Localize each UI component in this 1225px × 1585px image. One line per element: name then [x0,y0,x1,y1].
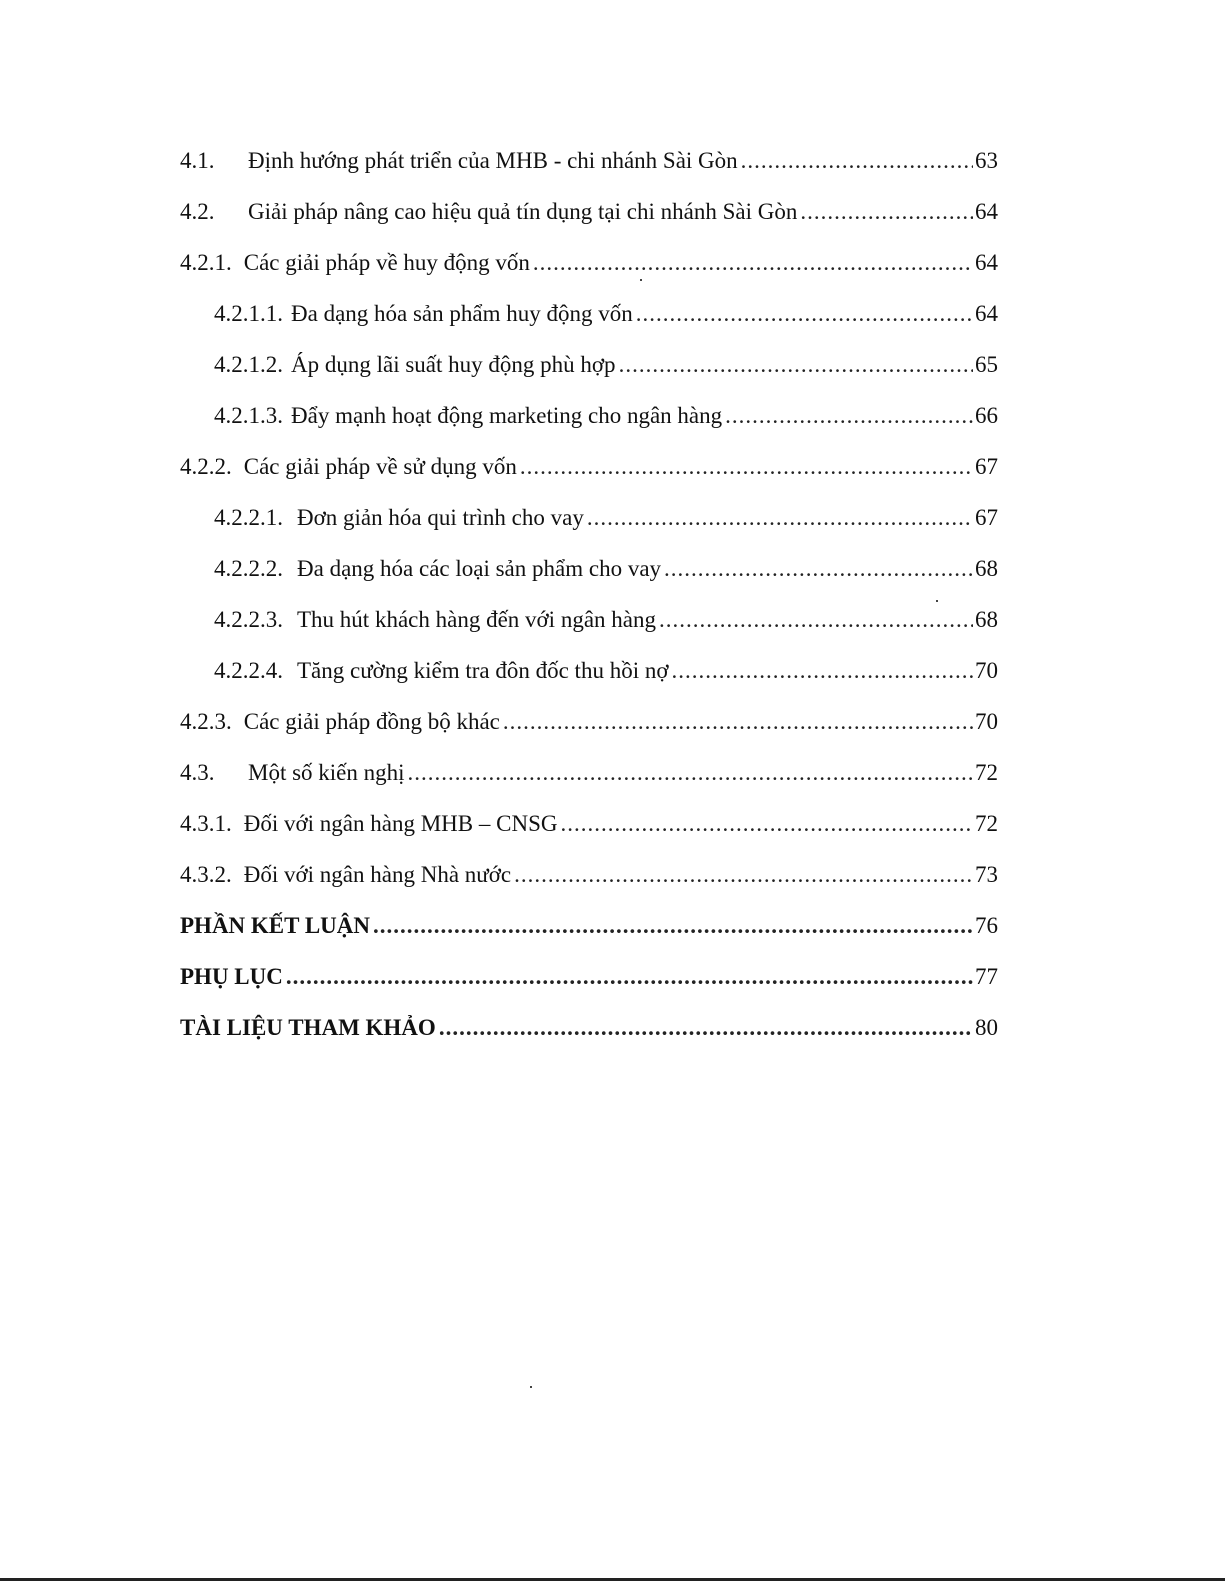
toc-entry-title: Đẩy mạnh hoạt động marketing cho ngân hàng [291,403,723,428]
toc-dot-leader [587,495,973,541]
toc-entry[interactable] [180,852,998,903]
toc-entry-number: 4.2.1. [180,250,232,275]
toc-dot-leader [514,852,973,898]
toc-entry-title: Đối với ngân hàng Nhà nước [243,862,512,887]
toc-entry-page: 73 [975,862,998,887]
toc-entry-page: 65 [975,352,998,377]
toc-entry-number: 4.2.2.1. [214,505,283,530]
toc-entry-page: 70 [975,709,998,734]
toc-dot-leader [741,138,973,184]
toc-entry-appendix[interactable] [180,954,998,1005]
toc-entry-page: 76 [975,913,998,938]
toc-entry-number: 4.3.2. [180,862,232,887]
toc-entry-page: 64 [975,199,998,224]
toc-entry[interactable] [180,138,998,189]
toc-entry-title: PHỤ LỤC [180,964,283,989]
scan-speck [936,600,938,602]
toc-entry[interactable] [180,393,998,444]
toc-entry[interactable] [180,444,998,495]
toc-entry-page: 63 [975,148,998,173]
toc-entry[interactable] [180,240,998,291]
toc-entry[interactable] [180,189,998,240]
scan-speck [530,1386,532,1388]
toc-entry-number: 4.2.2.3. [214,607,283,632]
toc-entry-number: 4.2.2.2. [214,556,283,581]
toc-entry-title: Đa dạng hóa sản phẩm huy động vốn [291,301,633,326]
toc-dot-leader [373,903,973,949]
toc-entry-page: 64 [975,301,998,326]
toc-entry-title: Các giải pháp đồng bộ khác [243,709,500,734]
toc-entry-page: 70 [975,658,998,683]
page-bottom-edge [0,1578,1225,1581]
toc-entry-number: 4.2.3. [180,709,232,734]
toc-entry-page: 66 [975,403,998,428]
toc-dot-leader [286,954,973,1000]
toc-dot-leader [636,291,973,337]
toc-dot-leader [533,240,973,286]
toc-entry[interactable] [180,699,998,750]
toc-entry-number: 4.2.2. [180,454,232,479]
toc-entry-page: 67 [975,505,998,530]
toc-entry[interactable] [180,495,998,546]
toc-dot-leader [619,342,973,388]
toc-entry[interactable] [180,546,998,597]
toc-entry-title: Giải pháp nâng cao hiệu quả tín dụng tại chi nhánh Sài Gòn [248,199,798,224]
toc-entry-number: 4.1. [180,148,215,173]
toc-entry-page: 72 [975,760,998,785]
toc-entry-title: Các giải pháp về sử dụng vốn [243,454,517,479]
toc-entry[interactable] [180,597,998,648]
toc-dot-leader [659,597,973,643]
toc-entry-references[interactable] [180,1005,998,1056]
toc-entry-title: Định hướng phát triển của MHB - chi nhánh Sài Gòn [248,148,738,173]
toc-entry-title: Một số kiến nghị [248,760,405,785]
toc-entry-number: 4.2. [180,199,215,224]
toc-dot-leader [725,393,973,439]
toc-entry-title: Thu hút khách hàng đến với ngân hàng [297,607,656,632]
toc-entry-title: Áp dụng lãi suất huy động phù hợp [291,352,616,377]
toc-entry-page: 68 [975,556,998,581]
toc-entry-number: 4.2.1.3. [214,403,283,428]
toc-dot-leader [439,1005,973,1051]
toc-dot-leader [503,699,973,745]
toc-entry[interactable] [180,648,998,699]
toc-entry-page: 80 [975,1015,998,1040]
toc-entry-page: 68 [975,607,998,632]
toc-entry[interactable] [180,342,998,393]
toc-entry-title: Tăng cường kiểm tra đôn đốc thu hồi nợ [297,658,669,683]
toc-entry-page: 67 [975,454,998,479]
toc-entry-number: 4.2.1.1. [214,301,283,326]
toc-entry[interactable] [180,291,998,342]
toc-entry-number: 4.3. [180,760,215,785]
toc-entry-page: 72 [975,811,998,836]
toc-entry[interactable] [180,750,998,801]
toc-entry-number: 4.3.1. [180,811,232,836]
toc-entry-page: 64 [975,250,998,275]
toc-entry-title: Đối với ngân hàng MHB – CNSG [243,811,558,836]
toc-dot-leader [672,648,974,694]
toc-dot-leader [520,444,973,490]
scan-speck [640,279,642,281]
toc-entry-title: Các giải pháp về huy động vốn [243,250,530,275]
toc-dot-leader [560,801,973,847]
toc-entry[interactable] [180,801,998,852]
toc-dot-leader [664,546,973,592]
toc-entry-title: PHẦN KẾT LUẬN [180,913,370,938]
toc-entry-title: Đa dạng hóa các loại sản phẩm cho vay [297,556,662,581]
toc-dot-leader [408,750,973,796]
toc-entry-number: 4.2.1.2. [214,352,283,377]
toc-entry-conclusion[interactable] [180,903,998,954]
table-of-contents [180,138,998,1056]
toc-entry-title: Đơn giản hóa qui trình cho vay [297,505,584,530]
toc-entry-number: 4.2.2.4. [214,658,283,683]
toc-dot-leader [800,189,973,235]
toc-entry-title: TÀI LIỆU THAM KHẢO [180,1015,436,1040]
toc-entry-page: 77 [975,964,998,989]
